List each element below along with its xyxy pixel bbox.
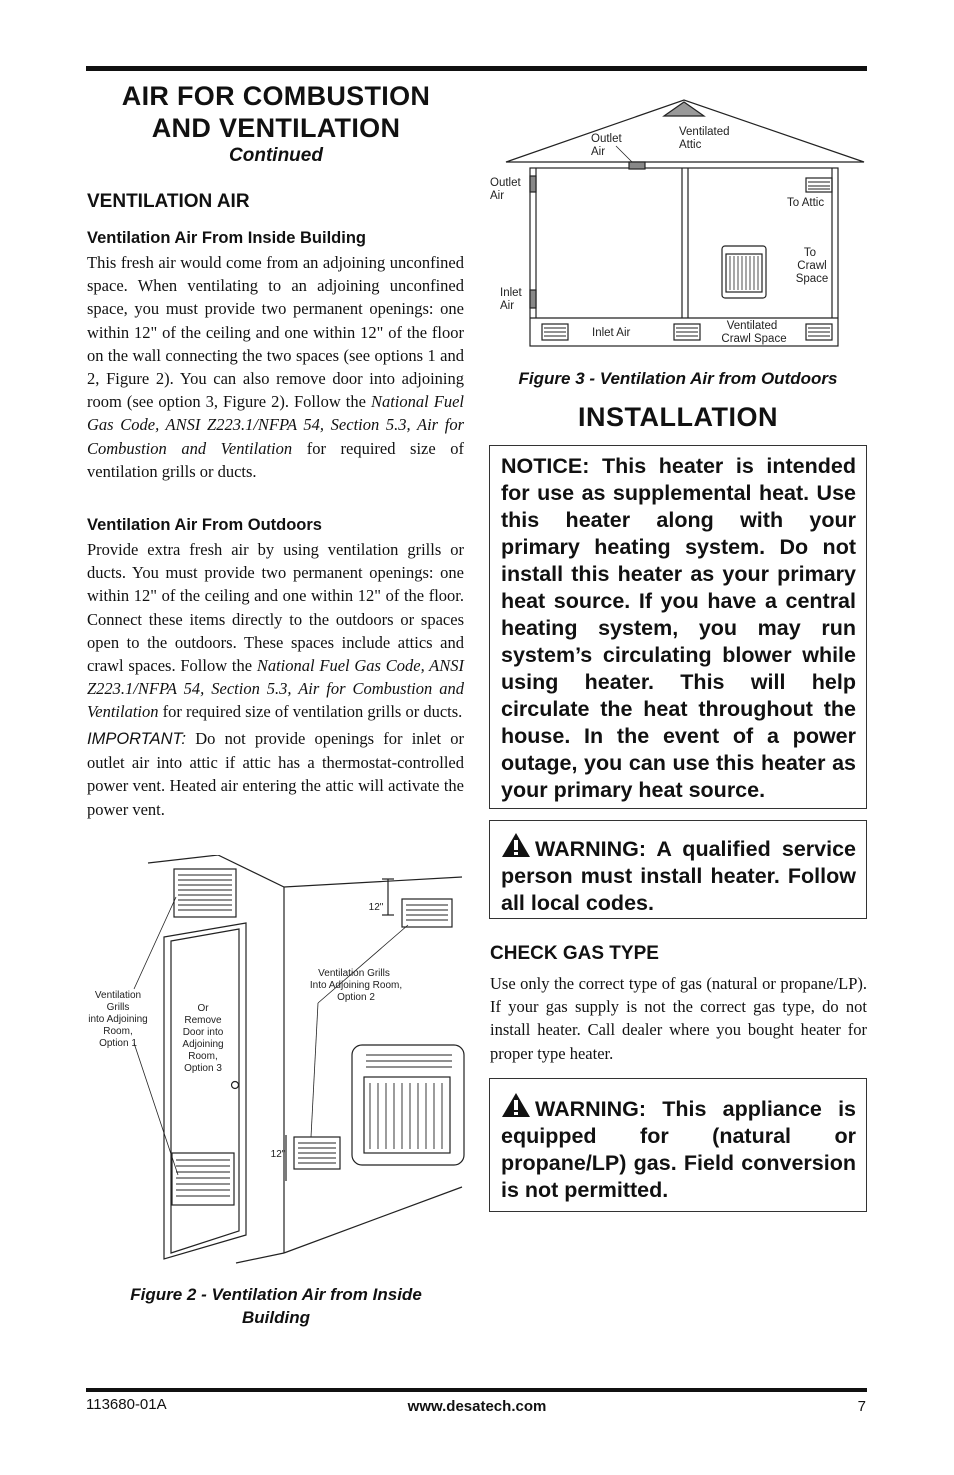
fig3-to-attic: To Attic: [787, 197, 825, 209]
title-line-2: AND VENTILATION: [151, 113, 401, 143]
check-gas-text: Use only the correct type of gas (natural or propane/LP). If your gas supply is not the correct gas type, do not install heater. Call dealer where you bought heater for proper type heater.: [490, 974, 867, 1063]
fig3-ventilated-crawl: Ventilated: [726, 320, 778, 332]
fig3-outlet-air-roof: Air: [591, 146, 606, 158]
bottom-rule: [86, 1388, 867, 1392]
fig2-12-bottom-label: 12": [270, 1149, 286, 1160]
code-reference: National Fuel Gas Code, ANSI Z223.1/NFPA 54, Section 5.3, Air for Combustion and Ventilation: [87, 656, 464, 722]
website-link[interactable]: www.desatech.com: [407, 1398, 547, 1415]
warning-gas-text: WARNING: This appliance is equipped for (natural or propane/LP) gas. Field conversion is not permitted.: [501, 1092, 856, 1204]
warning-installer-text: WARNING: A qualified service person must install heater. Follow all local codes.: [501, 832, 856, 917]
fig2-option1-line: Grills: [106, 1002, 130, 1013]
fig2-option3-line: Door into: [182, 1027, 224, 1038]
fig3-ventilated-attic: Attic: [679, 139, 702, 151]
installation-title: INSTALLATION: [578, 402, 778, 432]
fig3-inlet-air-wall: Inlet: [500, 287, 522, 299]
figure-2-caption: Figure 2 - Ventilation Air from Inside Building: [130, 1285, 422, 1327]
fig2-option3-line: Room,: [188, 1051, 218, 1062]
doc-number: 113680-01A: [86, 1396, 167, 1413]
important-note: IMPORTANT: Do not provide openings for inlet or outlet air into attic if attic has a thermostat-controlled power vent. Heated air entering the attic will activate the power vent.: [87, 729, 464, 819]
ventilation-air-heading: VENTILATION AIR: [87, 191, 250, 212]
fig3-outlet-air-wall: Outlet: [490, 177, 521, 189]
title-line-1: AIR FOR COMBUSTION: [121, 81, 431, 111]
outdoors-text: Provide extra fresh air by using ventilation grills or ducts. You must provide two permanent openings: one within 12" of the ceiling and one within 12" of the floor. Connect these items directly to the outdoors or spaces open to the outdoors. These spaces include attics and crawl spaces. Follow the National Fuel Gas Code, ANSI Z223.1/NFPA 54, Section 5.3, Air for Combustion and Ventilation for required size of ventilation grills or ducts.: [87, 540, 464, 722]
fig3-ventilated-attic: Ventilated: [679, 126, 730, 138]
check-gas-heading: CHECK GAS TYPE: [490, 943, 659, 964]
page-number: 7: [857, 1398, 866, 1415]
important-label: IMPORTANT:: [87, 730, 186, 748]
warning-triangle-icon: [501, 1092, 531, 1118]
figure-2-illustration: [86, 855, 466, 1265]
code-reference: National Fuel Gas Code, ANSI Z223.1/NFPA 54, Section 5.3, Air for Combustion and Ventilation: [87, 392, 464, 458]
fig2-option3-line: Remove: [184, 1015, 222, 1026]
fig3-ventilated-crawl: Crawl Space: [721, 333, 787, 345]
fig3-outlet-air-wall: Air: [490, 190, 505, 202]
figure-3-caption: Figure 3 - Ventilation Air from Outdoors: [518, 369, 838, 388]
fig2-12-top-label: 12": [368, 902, 384, 913]
figure-3-illustration: [486, 96, 870, 352]
fig2-option3-line: Or: [197, 1003, 209, 1014]
fig2-option2-line: Ventilation Grills: [318, 968, 390, 979]
fig3-outlet-air-roof: Outlet: [591, 133, 622, 145]
section-title: [86, 80, 466, 144]
fig3-inlet-air-wall: Air: [500, 300, 515, 312]
inside-building-text: This fresh air would come from an adjoining unconfined space. When ventilating to an adjoining unconfined space, you must provide two permanent openings: one within 12" of the ceiling and one within 12" of the floor on the wall connecting the two spaces (see options 1 and 2, Figure 2). You can also remove door into adjoining room (see option 3, Figure 2). Follow the National Fuel Gas Code, ANSI Z223.1/NFPA 54, Section 5.3, Air for Combustion and Ventilation for required size of ventilation grills or ducts.: [87, 253, 464, 481]
fig2-option3-line: Option 3: [184, 1063, 222, 1074]
section-subtitle: Continued: [229, 145, 323, 166]
fig2-option2-line: Into Adjoining Room,: [309, 980, 403, 991]
fig2-option2-line: Option 2: [337, 992, 375, 1003]
fig2-option3-line: Adjoining: [182, 1039, 224, 1050]
warning-box-gas: [489, 1078, 867, 1212]
fig2-option1-line: Ventilation: [94, 990, 142, 1001]
fig2-option1-line: Option 1: [99, 1038, 137, 1049]
notice-box: [489, 445, 867, 809]
fig2-option1-line: Room,: [103, 1026, 133, 1037]
notice-text: NOTICE: This heater is intended for use as supplemental heat. Use this heater along with your primary heating system. Do not install this heater as your primary heat source. If you have a central heating system, you may run system’s circulating blower while using heater. This will help circulate the heat throughout the house. In the event of a power outage, you can use this heater as your primary heat source.: [501, 454, 856, 802]
warning-triangle-icon: [501, 832, 531, 858]
top-rule: [86, 66, 867, 71]
fig2-option1-line: into Adjoining: [88, 1014, 148, 1025]
outdoors-heading: Ventilation Air From Outdoors: [87, 516, 322, 534]
inside-building-heading: Ventilation Air From Inside Building: [87, 229, 366, 247]
fig3-to-crawl: Space: [795, 273, 829, 285]
fig3-to-crawl: To: [803, 247, 817, 259]
fig3-to-crawl: Crawl: [797, 260, 827, 272]
fig3-inlet-air-floor: Inlet Air: [592, 327, 631, 339]
warning-box-installer: [489, 820, 867, 919]
